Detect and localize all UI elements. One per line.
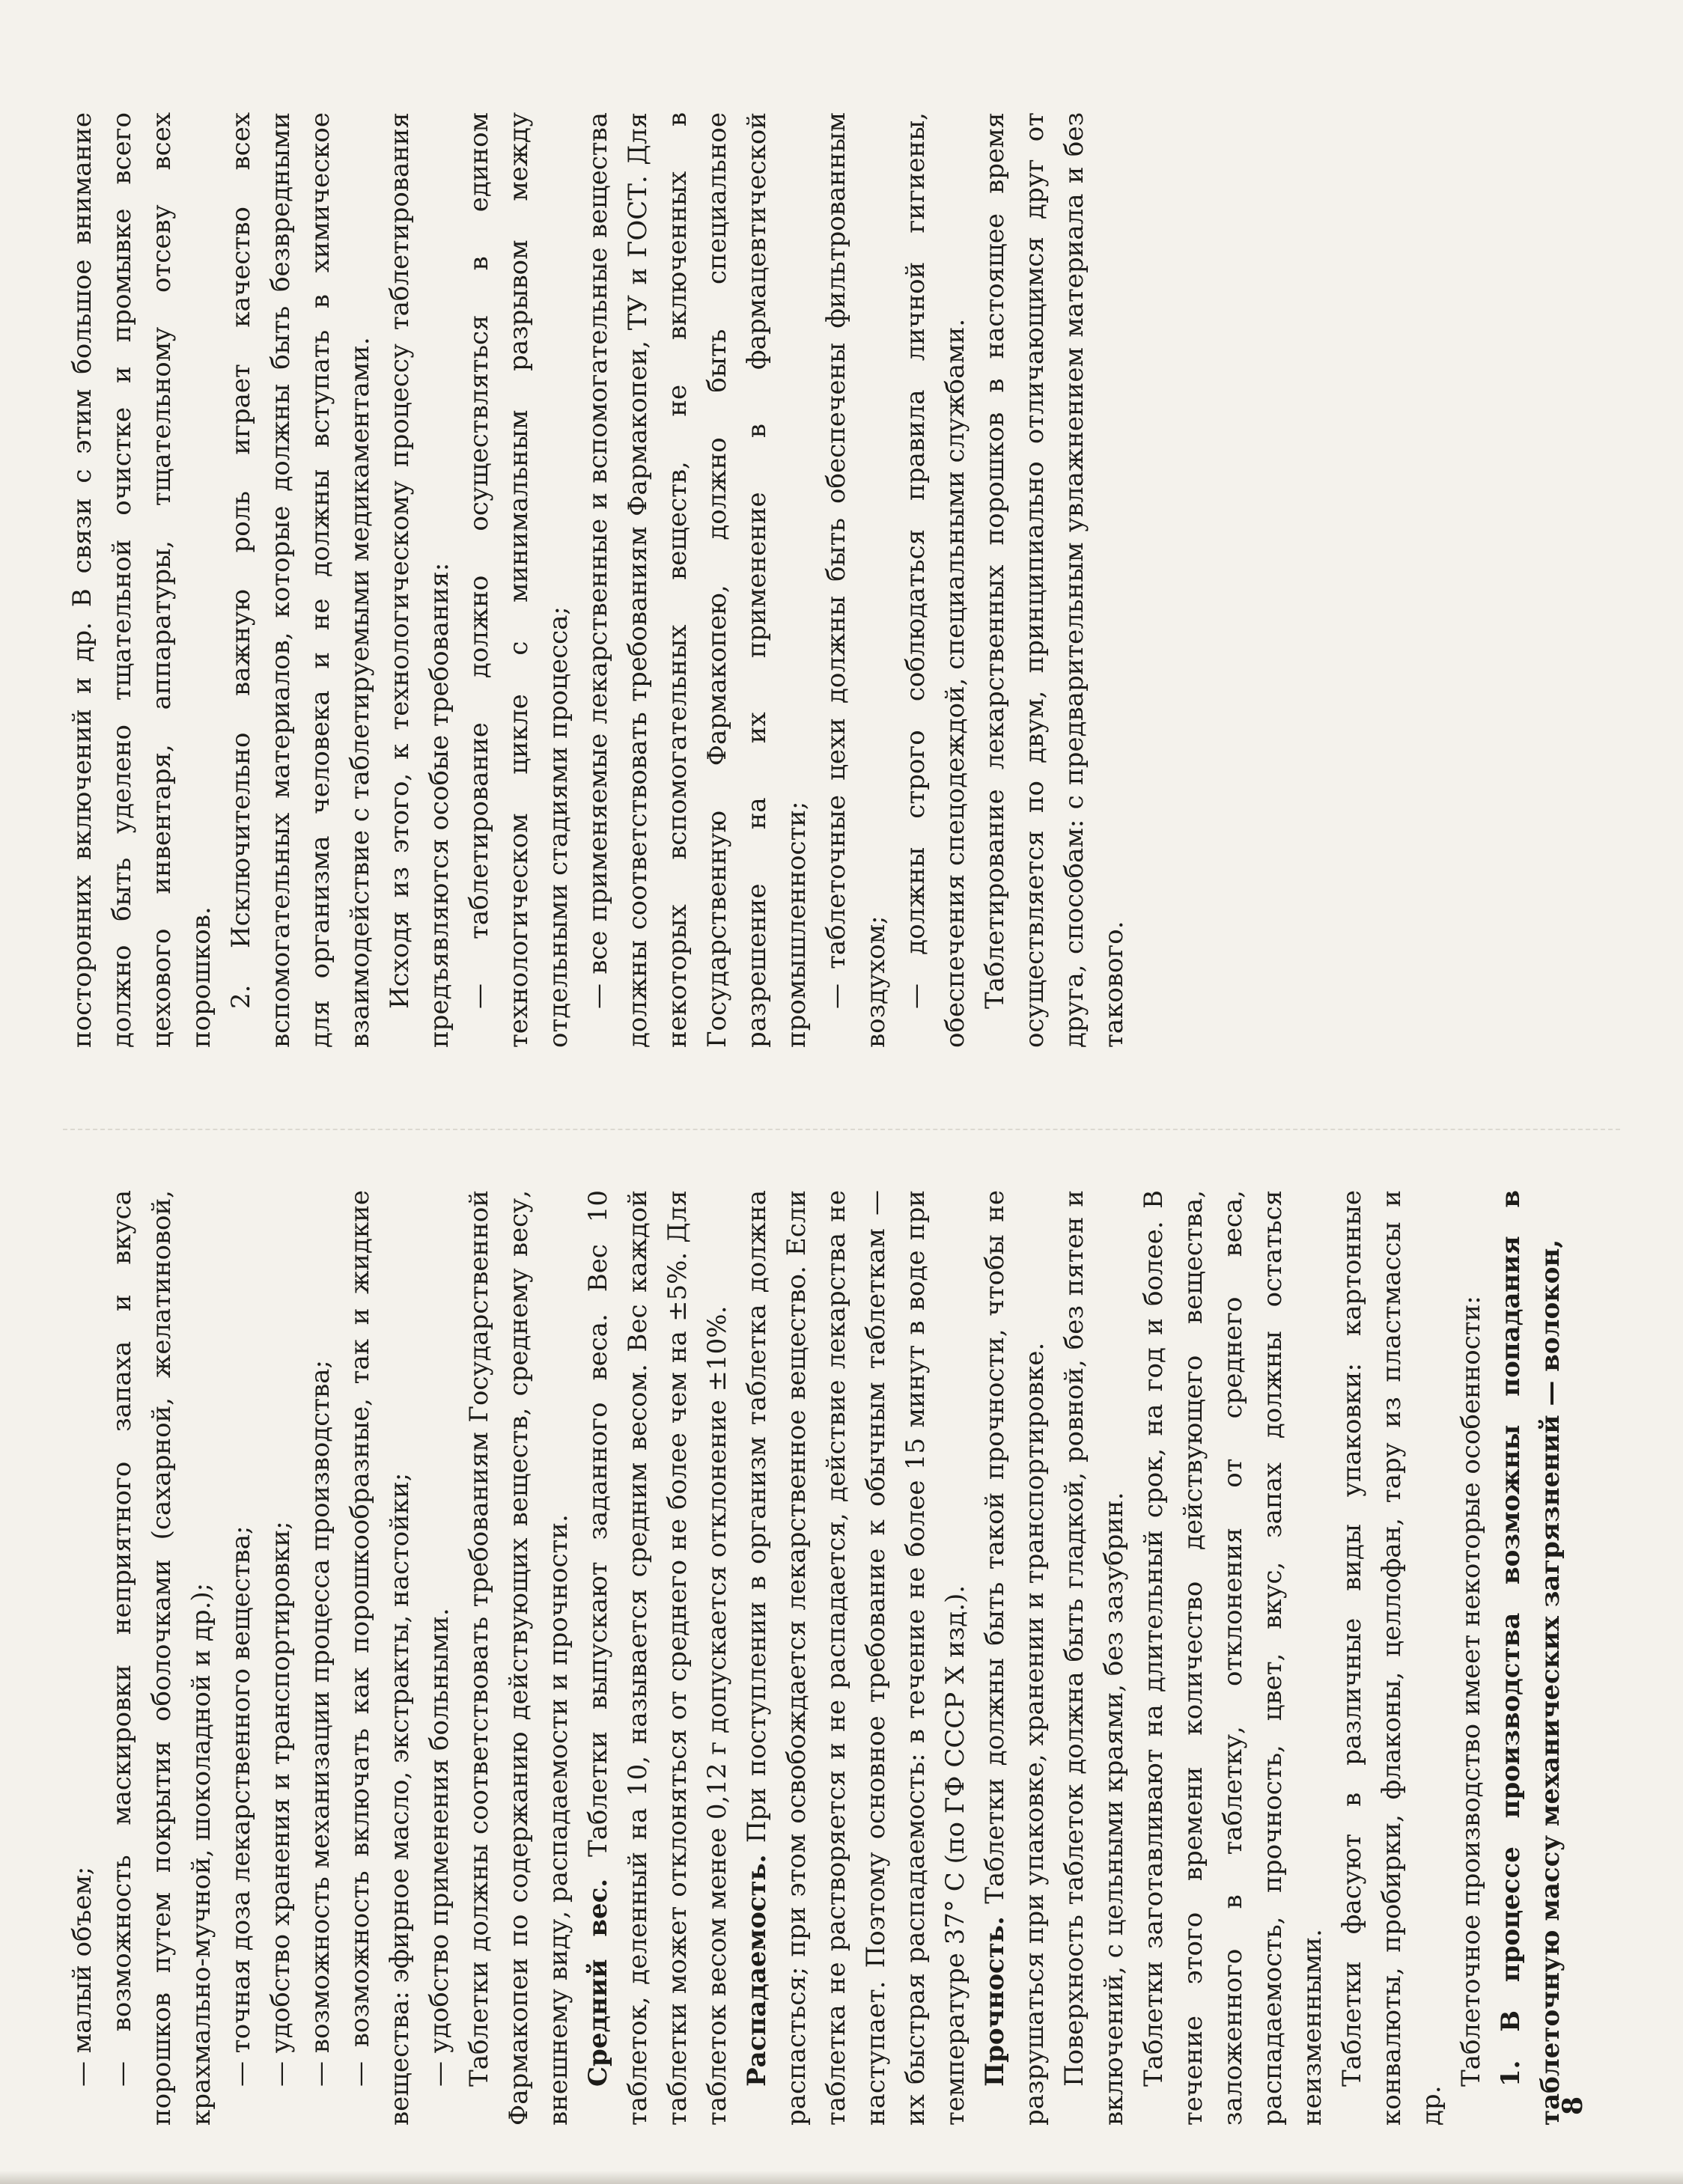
paragraph-text: Таблетки должны быть такой прочности, чтобы не разрушаться при упаковке, хранении и транспортировке. bbox=[980, 1190, 1050, 2126]
paragraph: — возможность маскировки неприятного запаха и вкуса порошков путем покрытия оболочками (сахарной, желатиновой, крахмально-мучной, шоколадной и др.); bbox=[107, 1190, 216, 2126]
paragraph-text: Таблетки выпускают заданного веса. Вес 10 таблеток, деленный на 10, называется средним весом. Вес каждой таблетки может отклоняться от среднего не более чем на ±5%. Для таблеток весом менее 0,12 г допускается отклонение ±10%. bbox=[583, 1190, 732, 2126]
term-strength: Прочность. bbox=[980, 1916, 1010, 2087]
paragraph: 2. Исключительно важную роль играет качество всех вспомогательных материалов, которые должны быть безвредными для организма человека и не должны вступать в химическое взаимодействие с таблетируемыми медикаментами. bbox=[226, 112, 375, 1048]
paragraph: посторонних включений и др. В связи с этим большое внимание должно быть уделено тщательной очистке и промывке всего цехового инвентаря, аппаратуры, тщательному отсеву всех порошков. bbox=[67, 112, 216, 1048]
term-disintegration: Распадаемость. bbox=[742, 1854, 772, 2087]
paragraph: Таблетки должны соответствовать требованиям Государственной Фармакопеи по содержанию действующих веществ, среднему весу, внешнему виду, распадаемости и прочности. bbox=[464, 1190, 573, 2126]
feature-1-lead: 1. В процессе производства возможны попадания в таблеточную массу механических загрязнений — волокон, bbox=[1496, 1190, 1565, 2126]
paragraph: Таблеточное производство имеет некоторые особенности: bbox=[1456, 1296, 1486, 2087]
paragraph: — малый объем; bbox=[67, 1866, 97, 2087]
rotated-page-content bbox=[63, 75, 1620, 2126]
paragraph: Таблетирование лекарственных порошков в настоящее время осуществляется по двум, принципиально отличающимся друг от друга, способам: с предварительным увлажнением материала и без такового. bbox=[980, 112, 1129, 1048]
right-text-column bbox=[63, 112, 1485, 1048]
paragraph: Исходя из этого, к технологическому процессу таблетирования предъявляются особые требования: bbox=[385, 112, 454, 1048]
paragraph: — таблеточные цехи должны быть обеспечены фильтрованным воздухом; bbox=[821, 112, 891, 1048]
term-average-weight: Средний вес. bbox=[583, 1878, 613, 2087]
paragraph: — возможность механизации процесса производства; bbox=[305, 1359, 335, 2087]
left-text-column bbox=[63, 1190, 1565, 2126]
paragraph: — удобство применения больными. bbox=[424, 1608, 454, 2087]
paragraph: — должны строго соблюдаться правила личной гигиены, обеспечения спецодеждой, специальными службами. bbox=[901, 112, 970, 1048]
paragraph-text: При поступлении в организм таблетка должна распасться; при этом освобождается лекарственное вещество. Если таблетка не растворяется и не распадается, действие лекарства не наступает. Поэтому основное требование к обычным таблеткам — их быстрая распадаемость: в течение не более 15 минут в воде при температуре 37° С (по ГФ СССР X изд.). bbox=[742, 1190, 970, 2126]
paragraph: — точная доза лекарственного вещества; bbox=[226, 1525, 256, 2087]
paragraph-disintegration bbox=[737, 1190, 976, 2126]
paragraph: — возможность включать как порошкообразные, так и жидкие вещества: эфирное масло, экстракты, настойки; bbox=[345, 1190, 415, 2126]
paragraph: Поверхность таблеток должна быть гладкой, ровной, без пятен и включений, с цельными краями, без зазубрин. bbox=[1059, 1190, 1129, 2126]
paragraph: — все применяемые лекарственные и вспомогательные вещества должны соответствовать требованиям Фармакопеи, ТУ и ГОСТ. Для некоторых вспомогательных веществ, не включенных в Государственную Фармакопею, должно быть специальное разрешение на их применение в фармацевтической промышленности; bbox=[583, 112, 812, 1048]
paragraph-average-weight bbox=[579, 1190, 737, 2126]
paragraph: — таблетирование должно осуществляться в едином технологическом цикле с минимальным разрывом между отдельными стадиями процесса; bbox=[464, 112, 573, 1048]
paragraph-strength bbox=[976, 1190, 1055, 2126]
paragraph: Таблетки заготавливают на длительный срок, на год и более. В течение этого времени количество действующего вещества, заложенного в таблетку, отклонения от среднего веса, распадаемость, прочность, цвет, вкус, запах должны остаться неизменными. bbox=[1139, 1190, 1327, 2126]
paragraph: Таблетки фасуют в различные виды упаковки: картонные конвалюты, пробирки, флаконы, целлофан, тару из пластмассы и др. bbox=[1337, 1190, 1446, 2126]
paragraph-feature-1 bbox=[1491, 1190, 1571, 2126]
scan-edge bbox=[0, 2171, 1683, 2184]
paragraph: — удобство хранения и транспортировки; bbox=[266, 1521, 296, 2087]
page-gutter bbox=[63, 1126, 1620, 1130]
page-number: 8 bbox=[1557, 2096, 1589, 2115]
